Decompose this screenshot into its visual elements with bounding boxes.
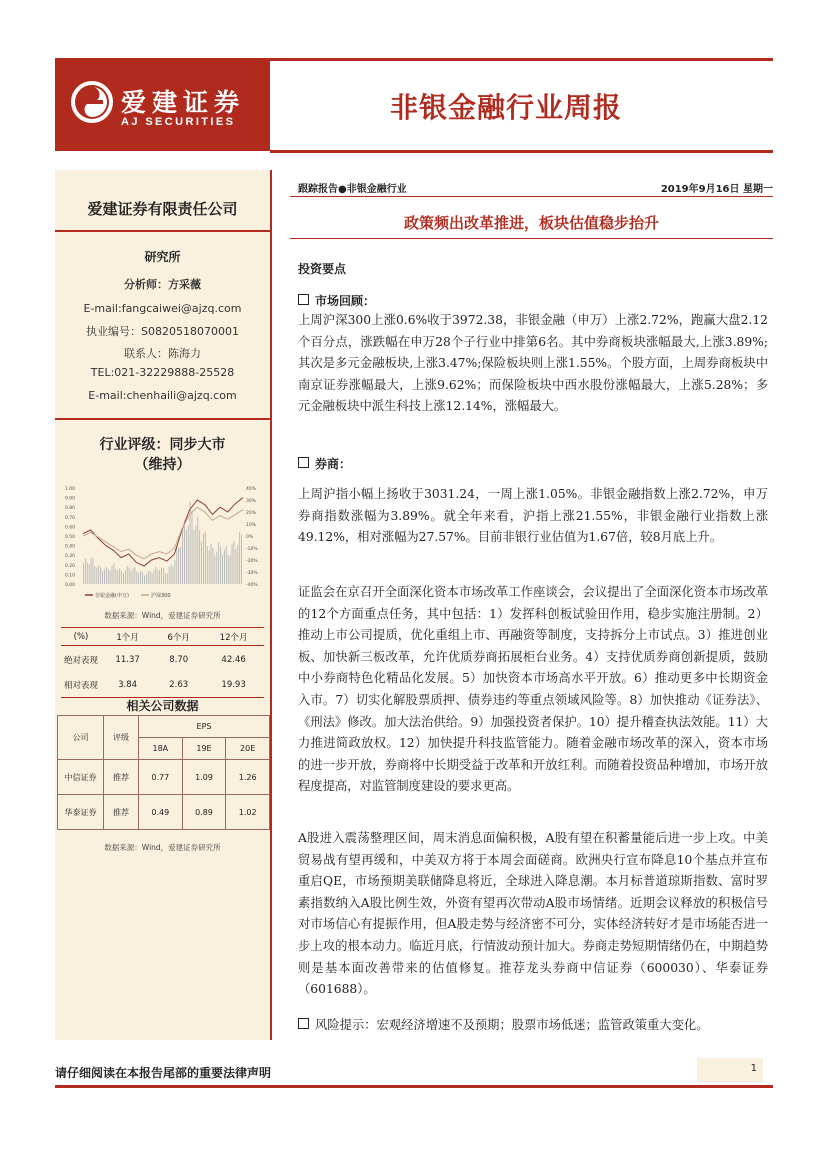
- market-review-heading: [298, 292, 375, 309]
- volume-bar: [152, 573, 153, 584]
- license-number: 执业编号：S0820518070001: [86, 325, 239, 338]
- table-cell: 3.84: [118, 680, 138, 691]
- volume-bar: [96, 568, 97, 584]
- right-tick-label: -20%: [246, 559, 258, 564]
- volume-bar: [237, 545, 238, 584]
- related-companies-title: 相关公司数据: [126, 699, 199, 713]
- volume-bar: [235, 549, 236, 584]
- company-cell: 华泰证券: [58, 795, 104, 830]
- left-tick-label: 1.00: [65, 487, 76, 492]
- left-tick-label: 0.00: [65, 583, 76, 588]
- legend-label: 沪深300: [151, 593, 171, 599]
- volume-bar: [174, 560, 175, 584]
- volume-bar: [155, 567, 156, 584]
- related-source: 数据来源：Wind，爱建证券研究所: [104, 843, 221, 852]
- volume-bar: [173, 566, 174, 584]
- volume-bar: [226, 546, 227, 584]
- table-header: 评级: [104, 716, 139, 760]
- table-header: 1个月: [116, 632, 139, 643]
- table-header: (%): [73, 631, 89, 642]
- volume-bar: [87, 563, 88, 584]
- right-tick-label: 40%: [246, 487, 257, 492]
- volume-bar: [112, 566, 113, 584]
- table-header-row: [61, 628, 264, 646]
- headline: 政策频出改革推进，板块估值稳步抬升: [403, 214, 659, 232]
- report-title: 非银金融行业周报: [390, 91, 623, 124]
- sidebar: [55, 170, 272, 1040]
- left-axis: [65, 486, 75, 588]
- volume-bar: [153, 570, 154, 584]
- volume-bar: [218, 542, 219, 584]
- volume-bar: [241, 535, 242, 584]
- volume-bar: [203, 534, 204, 584]
- volume-bar: [176, 548, 177, 584]
- volume-bar: [201, 542, 202, 584]
- volume-bar: [161, 567, 162, 584]
- broker-paragraph-1: 上周沪指小幅上扬收于3031.24，一周上涨1.05%。非银金融指数上涨2.72%，申万券商指数涨幅为3.89%。就全年来看，沪指上涨21.55%，非银金融行业指数上涨49.12%，相对涨幅为27.57%。目前非银行业估值为1.67倍，较8月底上升。: [298, 487, 768, 545]
- left-tick-label: 0.40: [65, 544, 76, 550]
- volume-bar: [182, 530, 183, 584]
- volume-bar: [197, 517, 198, 584]
- volume-bar: [142, 572, 143, 584]
- eps-cell: 1.09: [182, 760, 226, 795]
- sidebar-divider: [55, 230, 270, 232]
- right-tick-label: 10%: [246, 523, 257, 528]
- analyst-email: E-mail:fangcaiwei@ajzq.com: [83, 302, 242, 315]
- volume-bar: [138, 573, 139, 584]
- page-number: 1: [750, 1063, 757, 1074]
- volume-bar: [220, 546, 221, 584]
- volume-bar: [171, 565, 172, 584]
- analyst-name: 分析师：方采薇: [124, 278, 201, 291]
- eps-cell: 0.89: [182, 795, 226, 830]
- industry-rating: 行业评级：同步大市: [99, 437, 226, 453]
- checkbox-bullet-icon: [298, 1018, 309, 1029]
- volume-bar: [91, 557, 92, 584]
- table-header: 12个月: [219, 632, 248, 643]
- contact-person: 联系人：陈海力: [124, 347, 201, 360]
- volume-bar: [169, 567, 170, 584]
- volume-bar: [224, 549, 225, 584]
- legend-label: 非银金融(申万): [95, 593, 129, 599]
- volume-bar: [110, 570, 111, 584]
- volume-bar: [205, 532, 206, 584]
- volume-bar: [148, 571, 149, 584]
- table-header: 20E: [226, 738, 270, 760]
- performance-table: [61, 627, 264, 698]
- company-name: 爱建证券有限责任公司: [87, 200, 238, 218]
- risk-label: 风险提示：: [315, 1018, 377, 1032]
- row-label: 相对表现: [63, 681, 98, 692]
- volume-bar: [150, 571, 151, 584]
- volume-bar: [207, 546, 208, 584]
- rating-cell: 推荐: [104, 795, 139, 830]
- volume-bar: [104, 569, 105, 584]
- volume-bar: [195, 526, 196, 584]
- left-tick-label: 0.10: [65, 573, 76, 579]
- logo-chinese-name: 爱建证券: [121, 88, 246, 117]
- table-row: [58, 760, 270, 795]
- volume-bar: [230, 556, 231, 584]
- department: 研究所: [144, 250, 181, 264]
- company-cell: 中信证券: [58, 760, 104, 795]
- legal-notice: 请仔细阅读在本报告尾部的重要法律声明: [55, 1066, 272, 1080]
- related-companies-table: [57, 715, 270, 830]
- right-tick-label: 30%: [246, 499, 257, 504]
- rating-status: （维持）: [134, 457, 191, 473]
- volume-bar: [131, 571, 132, 584]
- table-header: 6个月: [167, 632, 190, 643]
- volume-bar: [167, 574, 168, 584]
- volume-bar: [136, 571, 137, 584]
- index-chart: [63, 480, 263, 602]
- eps-cell: 1.02: [226, 795, 270, 830]
- volume-bar: [211, 544, 212, 584]
- key-points-heading: 投资要点: [298, 262, 347, 276]
- volume-bar: [163, 568, 164, 584]
- table-cell: 19.93: [221, 680, 246, 691]
- volume-bar: [186, 530, 187, 584]
- left-tick-label: 0.80: [65, 506, 76, 512]
- market-review-title: 市场回顾：: [315, 294, 376, 308]
- left-tick-label: 0.20: [65, 563, 76, 569]
- volume-bar: [121, 571, 122, 584]
- eps-cell: 0.49: [139, 795, 183, 830]
- volume-bar: [178, 548, 179, 584]
- volume-bar: [115, 569, 116, 584]
- volume-bar: [233, 541, 234, 584]
- volume-bar: [119, 568, 120, 584]
- left-tick-label: 0.50: [65, 535, 76, 540]
- volume-bar: [159, 570, 160, 584]
- volume-bar: [133, 568, 134, 584]
- right-tick-label: -40%: [246, 583, 258, 588]
- volume-bar: [228, 555, 229, 584]
- broker-title: 券商：: [315, 457, 352, 471]
- table-cell: 11.37: [115, 654, 140, 665]
- volume-bar: [232, 544, 233, 584]
- volume-bar: [125, 570, 126, 584]
- risk-warning: [298, 1015, 768, 1039]
- volume-bar: [216, 552, 217, 584]
- right-axis: [246, 486, 258, 588]
- volume-bar: [146, 574, 147, 584]
- volume-bar: [144, 576, 145, 584]
- contact-tel: TEL:021-32229888-25528: [90, 366, 235, 379]
- volume-bar: [100, 567, 101, 584]
- right-tick-label: -30%: [246, 571, 258, 576]
- company-logo: [55, 61, 270, 151]
- logo-english-name: AJ SECURITIES: [121, 116, 236, 128]
- table-header: 公司: [58, 716, 104, 760]
- left-tick-label: 0.90: [65, 496, 76, 502]
- volume-bar: [209, 551, 210, 584]
- volume-bar: [180, 547, 181, 584]
- volume-bar: [106, 567, 107, 584]
- volume-bar: [184, 520, 185, 584]
- rating-cell: 推荐: [104, 760, 139, 795]
- volume-bar: [93, 558, 94, 584]
- table-header-row: [58, 716, 270, 738]
- volume-bar: [123, 573, 124, 584]
- checkbox-bullet-icon: [298, 457, 309, 468]
- volume-bar: [89, 564, 90, 584]
- volume-bar: [214, 556, 215, 584]
- volume-bar: [157, 569, 158, 584]
- report-date: 2019年9月16日 星期一: [660, 184, 773, 195]
- volume-bar: [239, 532, 240, 584]
- chart-source: 数据来源：Wind，爱建证券研究所: [104, 611, 221, 620]
- volume-bar: [98, 565, 99, 584]
- volume-bar: [108, 569, 109, 584]
- volume-bar: [134, 567, 135, 584]
- right-tick-label: -10%: [246, 547, 258, 552]
- table-row: [61, 646, 264, 674]
- volume-bar: [85, 559, 86, 584]
- volume-bar: [193, 530, 194, 584]
- volume-bar: [140, 571, 141, 584]
- volume-bar: [102, 571, 103, 584]
- left-tick-label: 0.30: [65, 554, 76, 560]
- table-header: 18A: [139, 738, 183, 760]
- contact-email: E-mail:chenhaili@ajzq.com: [88, 389, 237, 402]
- broker-heading: [298, 455, 351, 472]
- volume-bar: [127, 566, 128, 584]
- broker-paragraph-3: A股进入震荡整理区间，周末消息面偏积极，A股有望在积蓄量能后进一步上攻。中美贸易战有望再缓和，中美双方将于本周会面磋商。欧洲央行宣布降息10个基点并宣布重启QE，市场预期美联储降息将近，全球进入降息潮。本月标普道琼斯指数、富时罗素指数纳入A股比例生效，外资有望再次带动A股市场情绪。近期会议释放的积极信号对市场信心有提振作用，但A股走势与经济密不可分，实体经济转好才是市场能否进一步上攻的根本动力。临近月底，行情波动预计加大。券商走势短期情绪仍在，中期趋势则是基本面改善带来的估值修复。推荐龙头券商中信证券（600030）、华泰证券（601688）。: [298, 831, 768, 997]
- left-tick-label: 0.60: [65, 525, 76, 531]
- risk-text: 宏观经济增速不及预期；股票市场低迷；监管政策重大变化。: [376, 1018, 709, 1032]
- checkbox-bullet-icon: [298, 294, 309, 305]
- volume-bar: [94, 566, 95, 584]
- table-header: EPS: [139, 716, 270, 738]
- volume-bar: [192, 510, 193, 584]
- right-tick-label: 0%: [246, 535, 254, 540]
- volume-bar: [165, 573, 166, 584]
- table-cell: 8.70: [169, 654, 189, 665]
- sidebar-divider: [55, 418, 270, 420]
- dateline-rule: [290, 196, 773, 197]
- table-header: 19E: [182, 738, 226, 760]
- volume-bar: [222, 555, 223, 584]
- volume-bar: [83, 564, 84, 584]
- volume-bar: [113, 563, 114, 584]
- broker-paragraph-2: 证监会在京召开全面深化资本市场改革工作座谈会，会议提出了全面深化资本市场改革的12个方面重点任务，其中包括：1）发挥科创板试验田作用，稳步实施注册制。2）推动上市公司提质，优化重组上市、再融资等制度，支持拆分上市试点。3）推进创业板、加快新三板改革，允许优质券商拓展柜台业务。4）支持优质券商创新提质，鼓励中小券商特色化精品化发展。5）加快资本市场高水平开放。6）推动更多中长期资金入市。7）切实化解股票质押、债券违约等重点领域风险等。8）加快推动《证券法》、《刑法》修改。加大法治供给。9）加强投资者保护。10）提升稽查执法效能。11）大力推进简政放权。12）加快提升科技监管能力。随着金融市场改革的深入，资本市场的进一步开放，券商将中长期受益于改革和开放红利。而随着投资品种增加，市场开放程度提高，对监管制度建设的要求更高。: [298, 585, 768, 794]
- table-row: [61, 674, 264, 698]
- volume-bar: [188, 525, 189, 584]
- report-type: 跟踪报告●非银金融行业: [298, 184, 407, 195]
- table-cell: 42.46: [221, 654, 246, 665]
- table-row: [58, 795, 270, 830]
- headline-rule: [290, 238, 773, 239]
- volume-bar: [213, 548, 214, 584]
- volume-bar: [129, 568, 130, 584]
- left-tick-label: 0.70: [65, 515, 76, 521]
- eps-cell: 1.26: [226, 760, 270, 795]
- table-cell: 2.63: [169, 680, 189, 691]
- footer-rule: [55, 1085, 773, 1088]
- market-review-paragraph: 上周沪深300上涨0.6%收于3972.38，非银金融（申万）上涨2.72%，跑赢大盘2.12个百分点，涨跌幅在申万28个子行业中排第6名。其中券商板块涨幅最大,上涨3.89%;其次是多元金融板块,上涨3.47%;保险板块则上涨1.55%。个股方面，上周券商板块中南京证券涨幅最大，上涨9.62%；而保险板块中西水股份涨幅最大，上涨5.28%；多元金融板块中派生科技上涨12.14%，涨幅最大。: [298, 313, 768, 414]
- logo-emblem-icon: [71, 81, 113, 123]
- row-label: 绝对表现: [63, 655, 98, 666]
- volume-bar: [117, 571, 118, 584]
- eps-cell: 0.77: [139, 760, 183, 795]
- volume-bar: [199, 530, 200, 584]
- right-tick-label: 20%: [246, 511, 257, 516]
- header-bottom-rule: [270, 150, 773, 153]
- page-number-box: [697, 1058, 763, 1082]
